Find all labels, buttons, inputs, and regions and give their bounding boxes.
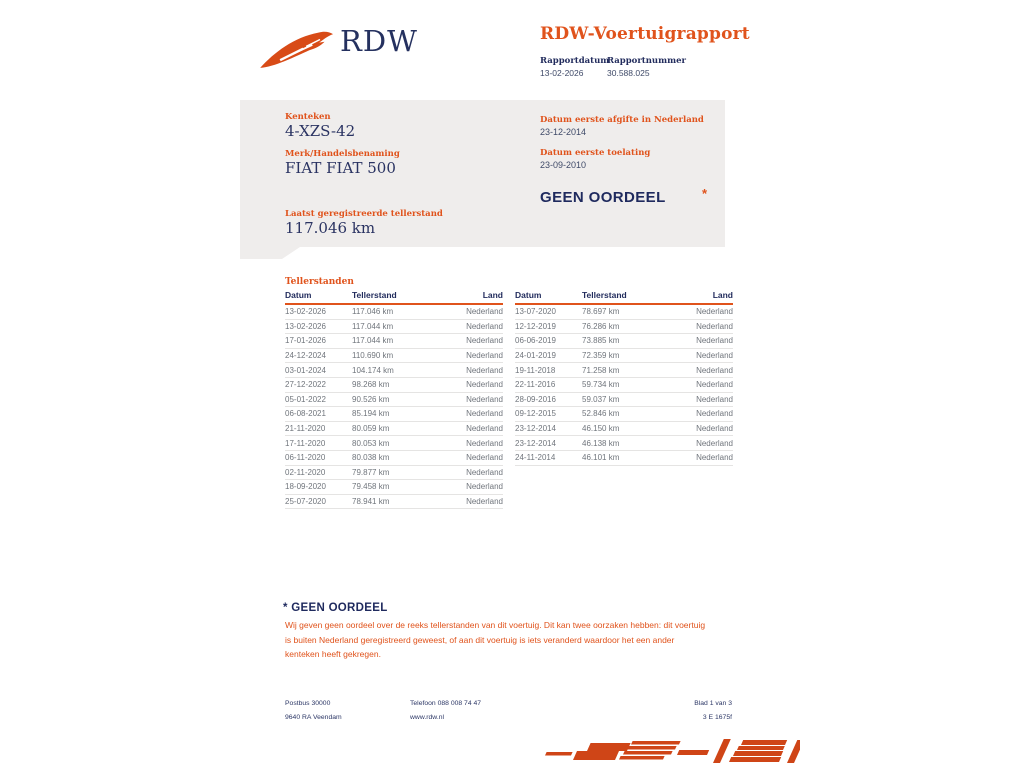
- footnote-title: [283, 602, 388, 614]
- footnote-marker: *: [283, 602, 288, 614]
- cell-land: Nederland: [466, 365, 503, 375]
- rdw-feather-icon: [258, 28, 336, 74]
- table-row: [285, 480, 503, 495]
- cell-land: Nederland: [466, 409, 503, 419]
- cell-datum: 24-11-2014: [515, 453, 556, 463]
- cell-datum: 02-11-2020: [285, 467, 326, 477]
- merk-label: Merk/Handelsbenaming: [285, 149, 400, 159]
- cell-land: Nederland: [696, 307, 733, 317]
- table-row: [515, 320, 733, 335]
- table-row: [285, 378, 503, 393]
- footer-address-line2: 9640 RA Veendam: [285, 714, 342, 721]
- table-row: [285, 422, 503, 437]
- cell-tellerstand: 59.037 km: [582, 394, 620, 404]
- cell-tellerstand: 117.046 km: [352, 307, 394, 317]
- toelating-label: Datum eerste toelating: [540, 148, 651, 158]
- cell-datum: 12-12-2019: [515, 321, 556, 331]
- cell-land: Nederland: [466, 453, 503, 463]
- report-number-value: 30.588.025: [607, 68, 650, 78]
- cell-land: Nederland: [696, 351, 733, 361]
- kenteken-value: 4-XZS-42: [285, 122, 356, 140]
- odometer-table-right: [515, 290, 733, 466]
- cell-tellerstand: 78.941 km: [352, 497, 390, 507]
- cell-datum: 24-01-2019: [515, 351, 556, 361]
- table-header: [515, 290, 733, 305]
- cell-land: Nederland: [466, 497, 503, 507]
- table-row: [515, 436, 733, 451]
- cell-land: Nederland: [466, 482, 503, 492]
- column-header-tellerstand: Tellerstand: [352, 290, 397, 300]
- cell-datum: 21-11-2020: [285, 424, 326, 434]
- tellerstanden-section-title: Tellerstanden: [285, 277, 354, 287]
- footer-website-link[interactable]: www.rdw.nl: [410, 714, 444, 721]
- cell-tellerstand: 98.268 km: [352, 380, 390, 390]
- report-number-label: Rapportnummer: [607, 56, 686, 66]
- oordeel-status: GEEN OORDEEL: [540, 189, 666, 206]
- column-header-datum: Datum: [285, 290, 312, 300]
- odometer-table-left: [285, 290, 503, 509]
- cell-land: Nederland: [466, 336, 503, 346]
- cell-datum: 09-12-2015: [515, 409, 556, 419]
- cell-land: Nederland: [466, 380, 503, 390]
- cell-tellerstand: 59.734 km: [582, 380, 620, 390]
- table-row: [285, 407, 503, 422]
- cell-land: Nederland: [696, 453, 733, 463]
- table-row: [515, 393, 733, 408]
- cell-land: Nederland: [696, 336, 733, 346]
- report-date-value: 13-02-2026: [540, 68, 584, 78]
- kenteken-label: Kenteken: [285, 112, 331, 122]
- table-row: [285, 320, 503, 335]
- cell-land: Nederland: [466, 467, 503, 477]
- cell-land: Nederland: [696, 438, 733, 448]
- afgifte-label: Datum eerste afgifte in Nederland: [540, 115, 704, 125]
- table-row: [285, 451, 503, 466]
- cell-datum: 13-07-2020: [515, 307, 556, 317]
- cell-tellerstand: 90.526 km: [352, 394, 390, 404]
- column-header-tellerstand: Tellerstand: [582, 290, 627, 300]
- cell-tellerstand: 46.101 km: [582, 453, 620, 463]
- table-row: [515, 334, 733, 349]
- table-row: [285, 466, 503, 481]
- cell-tellerstand: 79.458 km: [352, 482, 390, 492]
- cell-land: Nederland: [466, 307, 503, 317]
- cell-tellerstand: 46.150 km: [582, 424, 620, 434]
- tellerstand-value: 117.046 km: [285, 219, 376, 237]
- cell-land: Nederland: [466, 321, 503, 331]
- oordeel-asterisk-icon: *: [702, 186, 708, 201]
- cell-land: Nederland: [466, 394, 503, 404]
- rdw-logo: [258, 20, 418, 75]
- cell-tellerstand: 72.359 km: [582, 351, 620, 361]
- cell-tellerstand: 80.038 km: [352, 453, 390, 463]
- table-row: [515, 422, 733, 437]
- cell-datum: 06-06-2019: [515, 336, 556, 346]
- table-body: [515, 305, 733, 466]
- cell-land: Nederland: [696, 380, 733, 390]
- table-row: [285, 349, 503, 364]
- footer-form-code: 3 E 1675f: [702, 714, 732, 721]
- table-row: [515, 451, 733, 466]
- cell-tellerstand: 76.286 km: [582, 321, 620, 331]
- report-date-label: Rapportdatum: [540, 56, 610, 66]
- cell-land: Nederland: [696, 394, 733, 404]
- cell-datum: 27-12-2022: [285, 380, 326, 390]
- cell-datum: 25-07-2020: [285, 497, 326, 507]
- cell-datum: 13-02-2026: [285, 307, 326, 317]
- cell-tellerstand: 52.846 km: [582, 409, 620, 419]
- cell-datum: 06-11-2020: [285, 453, 326, 463]
- cell-datum: 28-09-2016: [515, 394, 556, 404]
- column-header-land: Land: [482, 290, 503, 300]
- cell-land: Nederland: [466, 438, 503, 448]
- cell-datum: 06-08-2021: [285, 409, 326, 419]
- cell-tellerstand: 80.053 km: [352, 438, 390, 448]
- cell-datum: 17-11-2020: [285, 438, 326, 448]
- footnote-title-text: GEEN OORDEEL: [291, 602, 388, 614]
- cell-tellerstand: 78.697 km: [582, 307, 620, 317]
- cell-datum: 22-11-2016: [515, 380, 556, 390]
- footer-address-line1: Postbus 30000: [285, 700, 331, 707]
- footer-phone: Telefoon 088 008 74 47: [410, 700, 482, 707]
- cell-tellerstand: 117.044 km: [352, 321, 394, 331]
- table-row: [515, 378, 733, 393]
- table-row: [515, 407, 733, 422]
- cell-tellerstand: 79.877 km: [352, 467, 390, 477]
- cell-datum: 18-09-2020: [285, 482, 326, 492]
- cell-land: Nederland: [696, 321, 733, 331]
- column-header-datum: Datum: [515, 290, 542, 300]
- report-title: RDW-Voertuigrapport: [540, 24, 750, 44]
- cell-datum: 03-01-2024: [285, 365, 326, 375]
- column-header-land: Land: [712, 290, 733, 300]
- cell-datum: 19-11-2018: [515, 365, 556, 375]
- rdw-logo-text: RDW: [340, 24, 418, 58]
- footer-page-number: Blad 1 van 3: [694, 700, 732, 707]
- footnote-text: Wij geven geen oordeel over de reeks tellerstanden van dit voertuig. Dit kan twee oorzaken hebben: dit voertuig is buiten Nederland geregistreerd geweest, of aan dit voertuig is iets veranderd waardoor het een ander kenteken heeft gekregen.: [285, 620, 706, 659]
- cell-tellerstand: 85.194 km: [352, 409, 390, 419]
- table-row: [285, 363, 503, 378]
- cell-land: Nederland: [466, 351, 503, 361]
- cell-land: Nederland: [696, 365, 733, 375]
- cell-land: Nederland: [696, 424, 733, 434]
- table-row: [285, 436, 503, 451]
- cell-land: Nederland: [466, 424, 503, 434]
- cell-tellerstand: 80.059 km: [352, 424, 390, 434]
- table-header: [285, 290, 503, 305]
- table-row: [285, 495, 503, 510]
- cell-land: Nederland: [696, 409, 733, 419]
- table-body: [285, 305, 503, 509]
- cell-datum: 05-01-2022: [285, 394, 326, 404]
- cell-datum: 17-01-2026: [285, 336, 326, 346]
- cell-datum: 23-12-2014: [515, 424, 556, 434]
- cell-tellerstand: 46.138 km: [582, 438, 620, 448]
- merk-value: FIAT FIAT 500: [285, 159, 396, 177]
- cell-tellerstand: 117.044 km: [352, 336, 394, 346]
- table-row: [515, 363, 733, 378]
- table-row: [285, 334, 503, 349]
- cell-tellerstand: 104.174 km: [352, 365, 394, 375]
- toelating-value: 23-09-2010: [540, 160, 587, 170]
- rdw-stripes-graphic-icon: [545, 736, 800, 767]
- table-row: [515, 305, 733, 320]
- cell-tellerstand: 73.885 km: [582, 336, 620, 346]
- cell-datum: 23-12-2014: [515, 438, 556, 448]
- table-row: [515, 349, 733, 364]
- tellerstand-label: Laatst geregistreerde tellerstand: [285, 209, 443, 219]
- table-row: [285, 305, 503, 320]
- cell-datum: 13-02-2026: [285, 321, 326, 331]
- cell-datum: 24-12-2024: [285, 351, 326, 361]
- cell-tellerstand: 110.690 km: [352, 351, 394, 361]
- cell-tellerstand: 71.258 km: [582, 365, 620, 375]
- afgifte-value: 23-12-2014: [540, 127, 587, 137]
- table-row: [285, 393, 503, 408]
- summary-box-tab: [240, 247, 300, 259]
